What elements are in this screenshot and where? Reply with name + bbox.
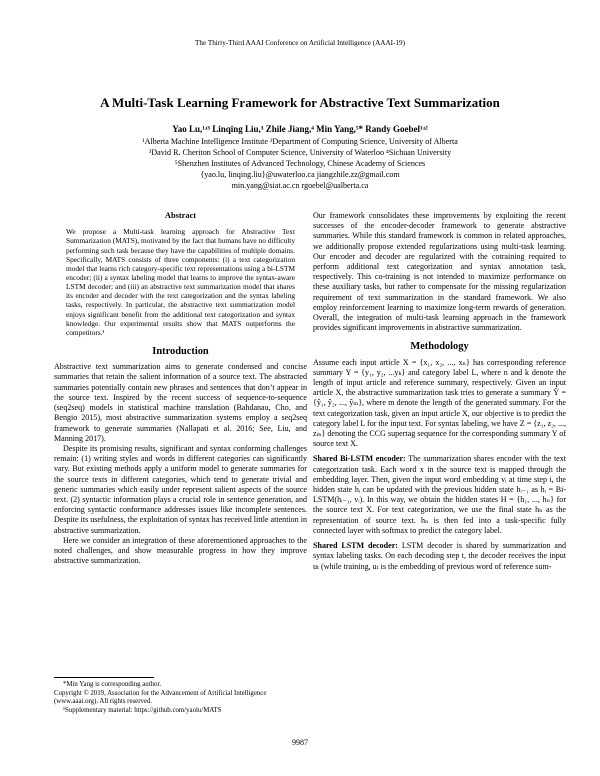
encoder-runin-heading: Shared Bi-LSTM encoder: — [313, 454, 406, 464]
author-list: Yao Lu,¹ʴ³ Linqing Liu,³ Zhile Jiang,⁴ Min Yang,⁵* Randy Goebel¹ʴ² — [172, 124, 428, 134]
author-emails: {yao.lu, linqing.liu}@uwaterloo.ca jiangzhile.zz@gmail.com — [200, 170, 400, 179]
copyright-notice: Copyright © 2019, Association for the Advancement of Artificial Intelligence (www.aaai.org). All rights reserved. — [54, 689, 267, 706]
left-column — [54, 211, 307, 566]
affiliation-line: ¹Alberta Machine Intelligence Institute ²Department of Computing Science, University of Alberta — [142, 137, 458, 146]
affiliation-line: ⁵Shenzhen Institutes of Advanced Technology, Chinese Academy of Sciences — [174, 159, 426, 168]
author-emails: min.yang@siat.ac.cn rgoebel@ualberta.ca — [231, 181, 369, 190]
footnotes — [54, 677, 307, 715]
decoder-runin-heading: Shared LSTM decoder: — [313, 541, 398, 551]
abstract-text: We propose a Multi-task learning approach for Abstractive Text Summarization (MATS), motivated by the fact that humans have no difficulty performing such task because they have the capabilities of multiple domains. Specifically, MATS consists of three components: (i) a text categorization model that learns rich category-specific text representations using a bi-LSTM encoder; (ii) a syntax labeling model that learns to improve the syntax-aware LSTM decoder; and (iii) an abstractive text summarization model that shares its encoder and decoder with the text categorization and the syntax labeling tasks, respectively. In particular, the abstractive text summarization model enjoys significant benefit from the additional text categorization and syntax knowledge. Our experimental results show that MATS outperforms the competitors.¹ — [66, 227, 295, 337]
encoder-paragraph — [313, 454, 566, 536]
introduction-heading: Introduction — [152, 346, 209, 358]
methodology-paragraph: Assume each input article X = {x₁, x₂, ..., xₙ} has corresponding reference summary Y = {y₁, y₂, ...yₖ} and category label L, where n and k denote the length of input article and reference summary, respectively. Given an input article X, the abstractive summarization task tries to generate a summary Ŷ = {ŷ₁, ŷ₂, ..., ŷₘ}, where m denote the length of the generated summary. For the text categorization task, given an input article X, our objective is to predict the category label L for the input text. For syntax labeling, we have Z = {z₁, z₂, ..., zₘ} denoting the CCG supertag sequence for the corresponding summary Y of source text X. — [313, 357, 566, 449]
right-column — [313, 211, 566, 572]
intro-paragraph: Despite its promising results, significant and syntax conforming challenges remain: (1) writing styles and words in different categories can significantly vary. But existing methods apply a uniform model to generate summaries for the source texts in different categories, which tend to generate trivial and generic summaries which easily under represent salient aspects of the source text. (2) syntactic information plays a crucial role in sentence generation, and enforcing syntactic conformance addresses issues like incomplete sentences. Despite its usefulness, the exploitation of syntax has received little attention in abstractive summarization. — [54, 443, 307, 535]
intro-paragraph: Abstractive text summarization aims to generate condensed and concise summaries that retain the salient information of a source text. The abstracted summaries potentially contain new phrases and sentences that don’t appear in the source text. Inspired by the recent success of sequence-to-sequence (seq2seq) models in statistical machine translation (Bahdanau, Cho, and Bengio 2015), most abstractive summarization systems employ a seq2seq framework to generate summaries (Nallapati et al. 2016; See, Liu, and Manning 2017). — [54, 362, 307, 443]
decoder-text: LSTM decoder is shared by summarization and syntax labeling tasks. On each decoding step t, the decoder receives the input uₜ (while training, uₜ is the embedding of previous word of reference sum- — [313, 541, 566, 571]
methodology-heading: Methodology — [410, 341, 469, 353]
paper-title: A Multi-Task Learning Framework for Abstractive Text Summarization — [100, 95, 500, 110]
abstract-heading: Abstract — [164, 211, 197, 220]
footnote: ¹Supplementary material: https://github.com/yaolu/MATS — [63, 706, 222, 714]
affiliation-line: ³David R. Cheriton School of Computer Science, University of Waterloo ⁴Sichuan University — [148, 148, 452, 157]
conference-header: The Thirty-Third AAAI Conference on Artificial Intelligence (AAAI-19) — [194, 39, 406, 47]
decoder-paragraph — [313, 541, 566, 572]
intro-paragraph: Here we consider an integration of these aforementioned approaches to the noted challenges, and show measurable progress in how they improve abstractive summarization. — [54, 535, 307, 566]
intro-continuation: Our framework consolidates these improvements by exploiting the recent successes of the encoder-decoder framework to generate abstractive summaries. While this standard framework is common in related approaches, we additionally propose extended regularizations using multi-task learning. Our encoder and decoder are regularized with the cotraining required to perform additional text categorization and syntax annotation task, respectively. This co-training is not intended to maximize performance on these auxiliary tasks, but rather to compensate for the missing regularization requirement of text summarization in the standard framework. We also employ reinforcement learning to maximize long-term rewards of generation. Overall, the integration of multi-task learning approach in the framework provides significant improvements in abstractive summarization. — [313, 211, 566, 333]
encoder-text: The summarization shares encoder with the text categorization task. Each word x in the source text is mapped through the embedding layer. Then, given the input word embedding vᵢ at time step i, the hidden state hᵢ can be updated with the previous hidden state hᵢ₋₁ as hᵢ = Bi-LSTM(hᵢ₋₁, vᵢ). In this way, we obtain the hidden states H = {h₁, ..., hₙ} for the source text X. For text categorization, we use the final state hₙ as the representation of source text. hₙ is then fed into a task-specific fully connected layer with softmax to predict the category label. — [313, 454, 567, 535]
footnote-divider — [54, 677, 154, 678]
page-number: 9987 — [292, 738, 308, 747]
footnote: *Min Yang is corresponding author. — [63, 681, 162, 688]
